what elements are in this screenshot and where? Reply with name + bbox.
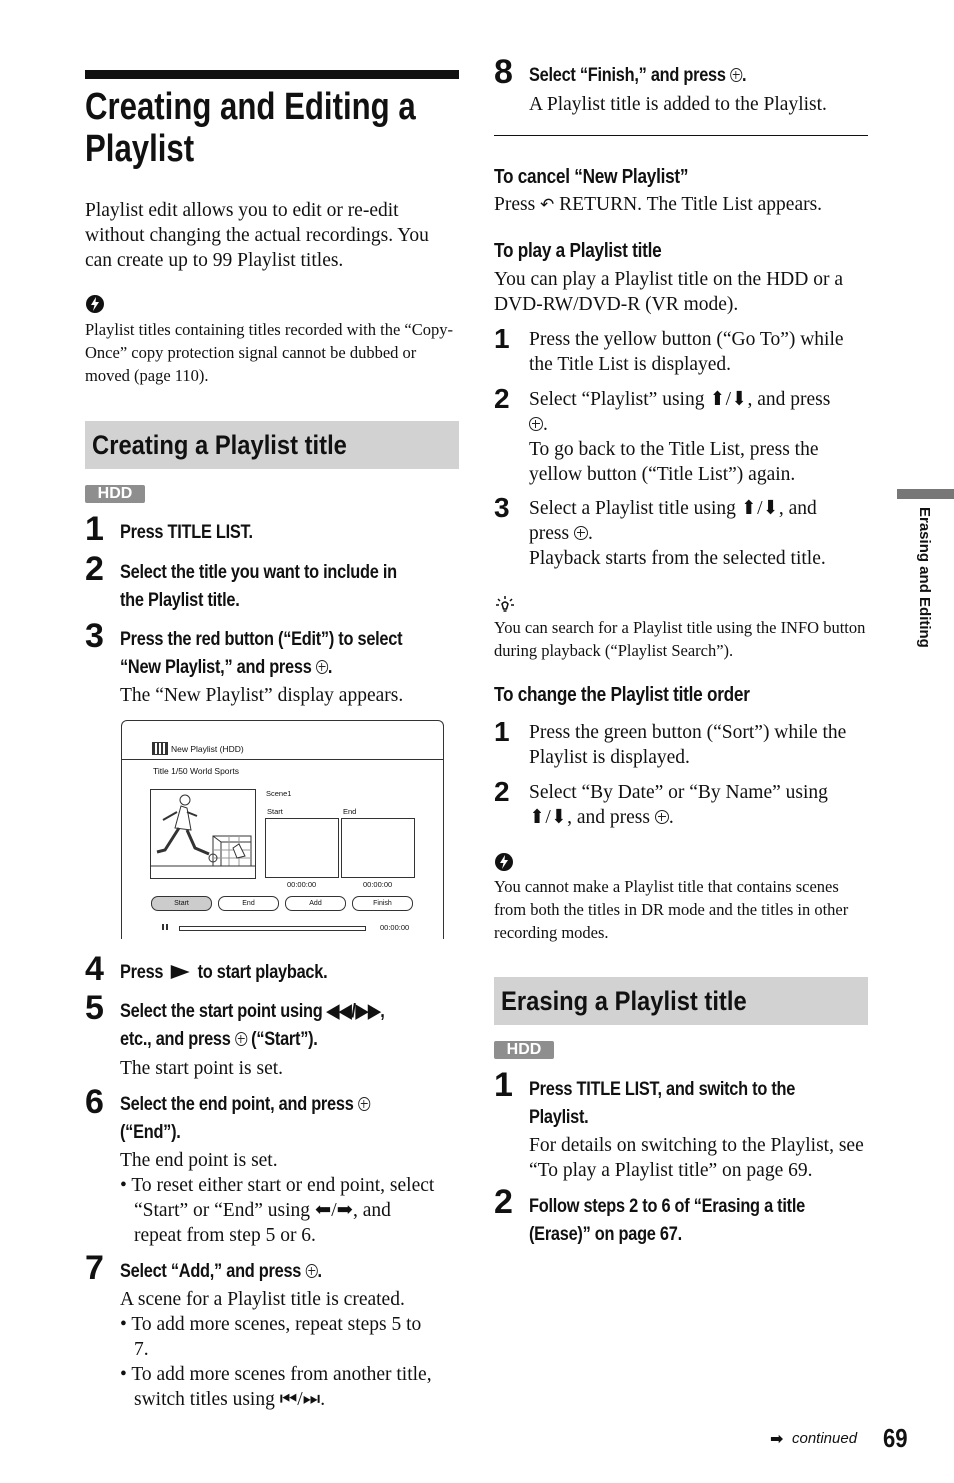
step-number: 8: [494, 53, 513, 91]
finish-button[interactable]: Finish: [352, 896, 413, 911]
note-text: You cannot make a Playlist title that contains scenes from both the titles in DR mode and the titles in other recording modes.: [494, 877, 849, 942]
enter-icon: [655, 810, 669, 824]
start-frame: [265, 818, 339, 878]
start-time: 00:00:00: [287, 880, 317, 889]
step-number: 6: [85, 1083, 104, 1121]
end-time: 00:00:00: [363, 880, 393, 889]
play-step-text: Press the yellow button (“Go To”) while the Title List is displayed.: [529, 329, 844, 375]
subheading-order: To change the Playlist title order: [494, 684, 750, 706]
screen-divider: [122, 759, 443, 760]
enter-icon: [730, 68, 742, 82]
step-heading: Press TITLE LIST.: [120, 522, 253, 543]
divider: [494, 135, 868, 136]
end-frame: [341, 818, 415, 878]
step-number: 3: [494, 492, 510, 523]
step-number: 2: [494, 383, 510, 414]
title-rule: [85, 70, 459, 79]
end-button[interactable]: End: [218, 896, 279, 911]
step-number: 2: [494, 1183, 513, 1221]
step-number: 5: [85, 989, 104, 1027]
step-heading: Select the title you want to include in the Playlist title.: [120, 562, 397, 611]
continued-arrow-icon: ➡: [770, 1429, 784, 1448]
step-heading: Select the start point using ◀◀/▶▶, etc., and press (“Start”).: [120, 1001, 385, 1050]
step-number: 3: [85, 617, 104, 655]
step-heading: Select “Finish,” and press .: [529, 65, 747, 86]
screen-header: New Playlist (HDD): [171, 744, 244, 754]
enter-icon: [316, 660, 328, 674]
step-body: A scene for a Playlist title is created. • To add more scenes, repeat steps 5 to 7. • To add more scenes from another title, switch titles using ⏮/⏭.: [120, 1289, 432, 1410]
end-label: End: [343, 807, 357, 816]
enter-icon: [235, 1032, 247, 1046]
hint-text: You can search for a Playlist title using the INFO button during playback (“Playlist Search”).: [494, 618, 866, 660]
side-tab-marker: [897, 489, 954, 499]
scene-label: Scene1: [266, 789, 292, 798]
step-number: 1: [85, 510, 104, 548]
step-number: 2: [494, 776, 510, 807]
new-playlist-screen: [121, 720, 444, 939]
section-header-creating: Creating a Playlist title: [85, 421, 459, 469]
play-intro: You can play a Playlist title on the HDD or a DVD-RW/DVD-R (VR mode).: [494, 269, 843, 315]
cancel-text: Press ↶ RETURN. The Title List appears.: [494, 192, 874, 218]
step-body: The “New Playlist” display appears.: [120, 685, 404, 706]
start-button[interactable]: Start: [151, 896, 212, 911]
play-step-text: Select “Playlist” using ⬆/⬇, and press . To go back to the Title List, press the yellow button (“Title List”) again.: [529, 389, 831, 485]
page-number: 69: [883, 1423, 908, 1453]
step-heading: Press the red button (“Edit”) to select “New Playlist,” and press .: [120, 629, 403, 678]
pause-icon: [162, 924, 168, 930]
step-body: For details on switching to the Playlist, see “To play a Playlist title” on page 69.: [529, 1135, 864, 1181]
step-body: A Playlist title is added to the Playlist.: [529, 94, 827, 115]
play-icon: [171, 965, 190, 979]
progress-bar[interactable]: [179, 926, 366, 931]
intro-paragraph: Playlist edit allows you to edit or re-edit without changing the actual recordings. You can create up to 99 Playlist titles.: [85, 200, 429, 271]
screen-title-row: Title 1/50 World Sports: [153, 766, 239, 776]
step-body: The end point is set. • To reset either start or end point, select “Start” or “End” using ⬅/➡, and repeat from step 5 or 6.: [120, 1150, 435, 1246]
order-step-text: Press the green button (“Sort”) while the Playlist is displayed.: [529, 722, 847, 768]
step-number: 4: [85, 950, 104, 988]
step-number: 2: [85, 550, 104, 588]
enter-icon: [574, 526, 588, 540]
return-icon: ↶: [540, 195, 555, 215]
step-number: 1: [494, 1066, 513, 1104]
step-heading: Select “Add,” and press .: [120, 1261, 322, 1282]
thumbnail: [150, 789, 256, 879]
step-number: 1: [494, 716, 510, 747]
order-step-text: Select “By Date” or “By Name” using ⬆/⬇, and press .: [529, 782, 828, 828]
subheading-play: To play a Playlist title: [494, 240, 662, 262]
film-icon: [152, 742, 168, 755]
step-number: 7: [85, 1249, 104, 1287]
hdd-badge: HDD: [494, 1041, 554, 1059]
enter-icon: [358, 1097, 370, 1111]
section-header-erasing: Erasing a Playlist title: [494, 977, 868, 1025]
step-heading: Select the end point, and press (“End”).: [120, 1091, 481, 1147]
start-label: Start: [267, 807, 283, 816]
enter-icon: [305, 1264, 317, 1278]
hdd-badge: HDD: [85, 485, 145, 503]
step-body: The start point is set.: [120, 1058, 284, 1079]
play-step-text: Select a Playlist title using ⬆/⬇, and press . Playback starts from the selected title.: [529, 498, 826, 569]
side-tab-label: Erasing and Editing: [916, 507, 933, 648]
add-button[interactable]: Add: [285, 896, 346, 911]
note-icon: [85, 294, 105, 319]
note-icon: [494, 852, 514, 877]
continued-label: continued: [792, 1430, 858, 1447]
enter-icon: [529, 417, 543, 431]
step-heading: Follow steps 2 to 6 of “Erasing a title (Erase)” on page 67.: [529, 1196, 805, 1245]
note-text: Playlist titles containing titles recorded with the “Copy-Once” copy protection signal cannot be dubbed or moved (page 110).: [85, 320, 453, 385]
subheading-cancel: To cancel “New Playlist”: [494, 166, 689, 188]
current-time: 00:00:00: [380, 923, 410, 932]
step-heading: Press TITLE LIST, and switch to the Playlist.: [529, 1079, 796, 1128]
page-title: Creating and Editing a Playlist: [85, 86, 416, 170]
step-number: 1: [494, 323, 510, 354]
step-heading: Press to start playback.: [120, 962, 328, 983]
